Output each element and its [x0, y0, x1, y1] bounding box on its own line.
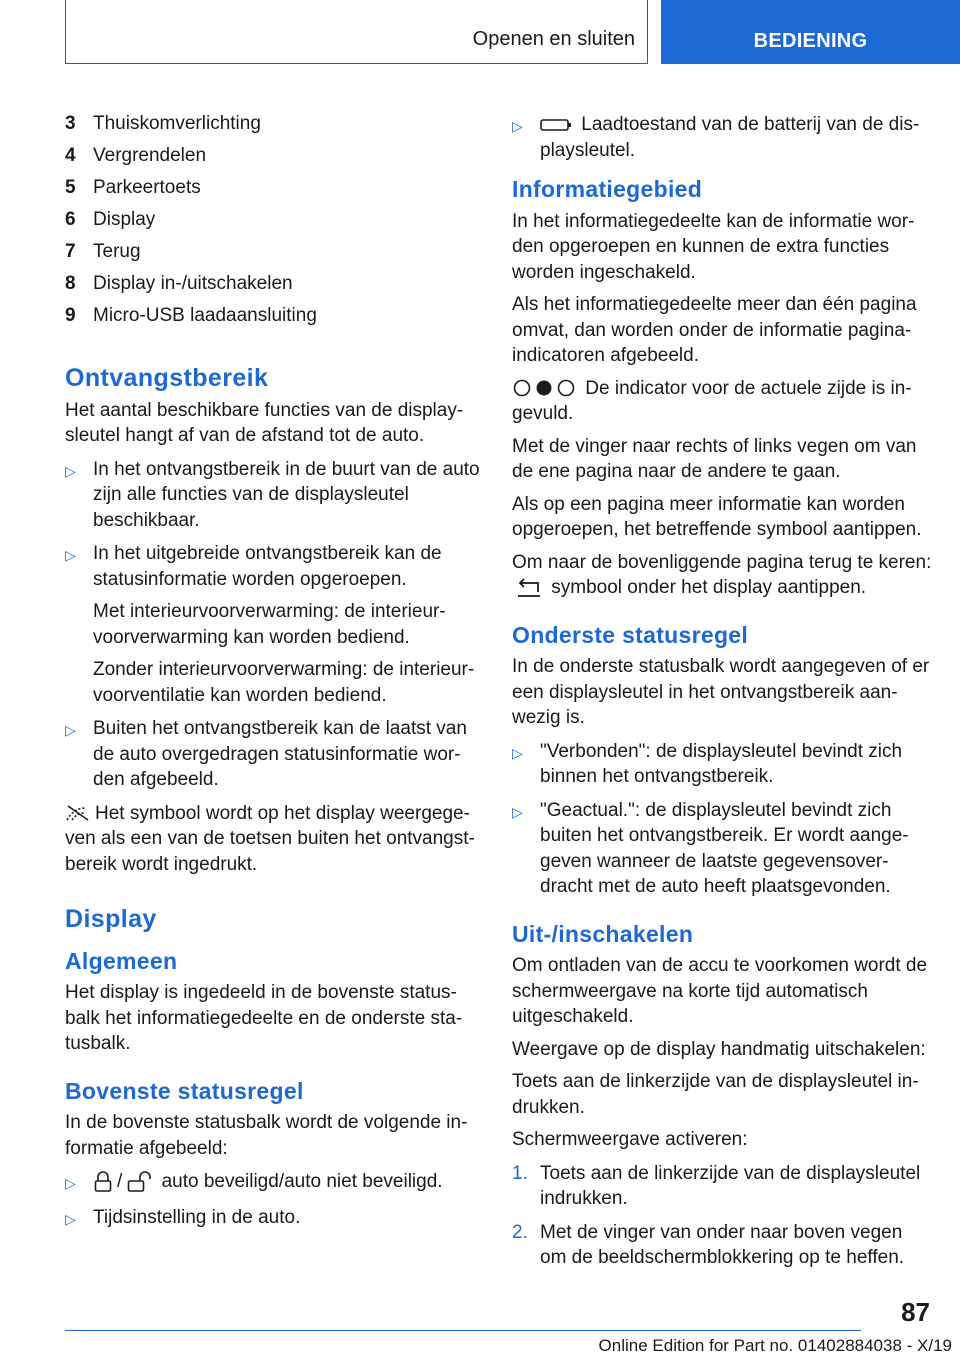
bullet-triangle-icon: ▷ [65, 1175, 76, 1191]
bullet-text: "Verbonden": de displaysleutel bevindt zich binnen het ontvangstbereik. [540, 740, 903, 787]
legend-item [65, 172, 485, 204]
legend-number: 9 [65, 305, 76, 327]
legend-number: 4 [65, 145, 76, 167]
note-text: Het symbool wordt op het display weergegeven als een van de toetsen buiten het ontvangstbereik wordt ingedrukt. [65, 802, 475, 875]
step-number: 1. [512, 1162, 528, 1184]
heading-display: Display [65, 905, 157, 933]
battery-text: Laadtoestand van de batterij van de displaysleutel. [540, 114, 920, 161]
bullet-item [65, 457, 485, 534]
step-item [512, 1161, 932, 1212]
uit-paragraph: Schermweergave activeren: [512, 1129, 748, 1150]
bullet-triangle-icon: ▷ [65, 722, 76, 738]
heading-ontvangstbereik: Ontvangstbereik [65, 364, 269, 392]
indicator-text: De indicator voor de actuele zijde is ingevuld. [512, 377, 912, 424]
edition-footer: Online Edition for Part no. 01402884038 - X/19 [598, 1336, 952, 1355]
left-column [65, 108, 485, 1240]
right-column [512, 108, 932, 1279]
step-text: Met de vinger van onder naar boven vegen om de beeldschermblokkering op te heffen. [540, 1221, 905, 1268]
legend-number: 8 [65, 273, 76, 295]
heading-uit-inschakelen: Uit-/inschakelen [512, 920, 694, 947]
bullet-text [540, 112, 932, 163]
legend-item [65, 236, 485, 268]
battery-bullets [512, 112, 932, 163]
legend-text: Vergrendelen [93, 145, 207, 167]
legend-list [65, 108, 485, 332]
no-signal-note [65, 801, 485, 878]
bullet-text: Buiten het ontvangstbereik kan de laatst van de auto overgedragen statusinformatie worden afgebeeld. [93, 718, 467, 790]
heading-onderste-statusregel: Onderste statusregel [512, 621, 749, 648]
legend-text: Display [93, 209, 156, 231]
uit-paragraph: Toets aan de linkerzijde van de displaysleutel indrukken. [512, 1071, 919, 1118]
heading-bovenste-statusregel: Bovenste statusregel [65, 1077, 304, 1104]
back-text-end: symbool onder het display aantippen. [551, 577, 867, 598]
bullet-triangle-icon: ▷ [512, 744, 523, 761]
uit-paragraph: Weergave op de display handmatig uitschakelen: [512, 1038, 926, 1060]
back-arrow-icon [516, 578, 542, 598]
page-header [0, 0, 960, 66]
legend-item [65, 300, 485, 332]
header-chapter-tab: BEDIENING [661, 0, 960, 64]
bullet-subtext: Zonder interieurvoorverwarming: de interieurvoorventilatie kan worden bediend. [93, 659, 475, 706]
step-item [512, 1220, 932, 1271]
lock-text: auto beveiligd/auto niet beveiligd. [161, 1171, 443, 1192]
algemeen-text: Het display is ingedeeld in de bovenste statusbalk het informatiegedeelte en de onderste statusbalk. [65, 982, 463, 1054]
legend-text: Parkeertoets [93, 177, 201, 199]
legend-text: Thuiskomverlichting [93, 113, 261, 135]
uit-paragraph: Om ontladen van de accu te voorkomen wordt de schermweergave na korte tijd automatisch uitgeschakeld. [512, 955, 928, 1027]
legend-item [65, 108, 485, 140]
ontvangst-intro: Het aantal beschikbare functies van de displaysleutel hangt af van de afstand tot de auto. [65, 399, 464, 446]
legend-number: 5 [65, 177, 76, 199]
bovenste-bullets [65, 1169, 485, 1232]
bullet-triangle-icon: ▷ [65, 547, 76, 563]
legend-item [65, 204, 485, 236]
info-paragraph: Als het informatiegedeelte meer dan één pagina omvat, dan worden onder de informatie pagina-indicatoren afgebeeld. [512, 294, 917, 366]
page-indicator-icon [512, 378, 576, 398]
step-text: Toets aan de linkerzijde van de displaysleutel indrukken. [540, 1162, 921, 1209]
lock-separator: / [117, 1171, 123, 1192]
bullet-item [512, 112, 932, 163]
bullet-subtext: Met interieurvoorverwarming: de interieurvoorverwarming kan worden bediend. [93, 601, 446, 648]
bullet-text [93, 1169, 443, 1195]
legend-text: Micro-USB laadaansluiting [93, 305, 317, 327]
bullet-triangle-icon: ▷ [65, 462, 76, 479]
page-number: 87 [901, 1297, 930, 1327]
info-paragraph: Met de vinger naar rechts of links vegen om van de ene pagina naar de andere te gaan. [512, 435, 917, 482]
legend-number: 7 [65, 241, 76, 263]
bullet-item [512, 798, 932, 900]
legend-item [65, 140, 485, 172]
legend-number: 3 [65, 113, 76, 135]
battery-icon [540, 118, 572, 132]
onderste-bullets [512, 739, 932, 900]
no-signal-icon [65, 804, 91, 822]
bullet-text: In het uitgebreide ontvangstbereik kan de statusinformatie worden opgeroepen. [93, 543, 442, 590]
header-section-title: Openen en sluiten [472, 28, 635, 50]
bullet-triangle-icon: ▷ [65, 1210, 76, 1227]
info-paragraph: In het informatiegedeelte kan de informatie worden opgeroepen en kunnen de extra functies worden ingeschakeld. [512, 210, 915, 283]
bullet-item [65, 1169, 485, 1197]
bullet-text: "Geactual.": de displaysleutel bevindt zich buiten het ontvangstbereik. Er wordt aangegeven wanneer de laatste gegevensoverdracht met de auto heeft plaatsgevonden. [540, 799, 909, 897]
step-number: 2. [512, 1221, 528, 1243]
bullet-item [65, 1205, 485, 1233]
bullet-text: Tijdsinstelling in de auto. [93, 1206, 301, 1228]
bullet-item [512, 739, 932, 790]
legend-item [65, 268, 485, 300]
onderste-intro: In de onderste statusbalk wordt aangegeven of er een displaysleutel in het ontvangstbereik aanwezig is. [512, 656, 930, 728]
ontvangst-bullets [65, 457, 485, 793]
bullet-item [65, 541, 485, 708]
bullet-text: In het ontvangstbereik in de buurt van de auto zijn alle functies van de displaysleutel beschikbaar. [93, 458, 480, 531]
back-note [512, 550, 932, 601]
legend-text: Terug [93, 241, 141, 263]
info-paragraph: Als op een pagina meer informatie kan worden opgeroepen, het betreffende symbool aantippen. [512, 493, 922, 540]
legend-text: Display in-/uitschakelen [93, 273, 293, 295]
heading-algemeen: Algemeen [65, 947, 178, 974]
lock-open-icon [126, 1171, 152, 1193]
lock-closed-icon [93, 1171, 113, 1193]
footer-divider [65, 1330, 861, 1331]
bovenste-text: In de bovenste statusbalk wordt de volgende informatie afgebeeld: [65, 1112, 468, 1159]
bullet-triangle-icon: ▷ [512, 803, 523, 820]
legend-number: 6 [65, 209, 76, 231]
indicator-note [512, 376, 932, 427]
bullet-triangle-icon: ▷ [512, 118, 523, 134]
bullet-item [65, 716, 485, 793]
steps-list [512, 1161, 932, 1271]
heading-informatiegebied: Informatiegebied [512, 176, 703, 202]
back-text-start: Om naar de bovenliggende pagina terug te keren: [512, 551, 932, 573]
